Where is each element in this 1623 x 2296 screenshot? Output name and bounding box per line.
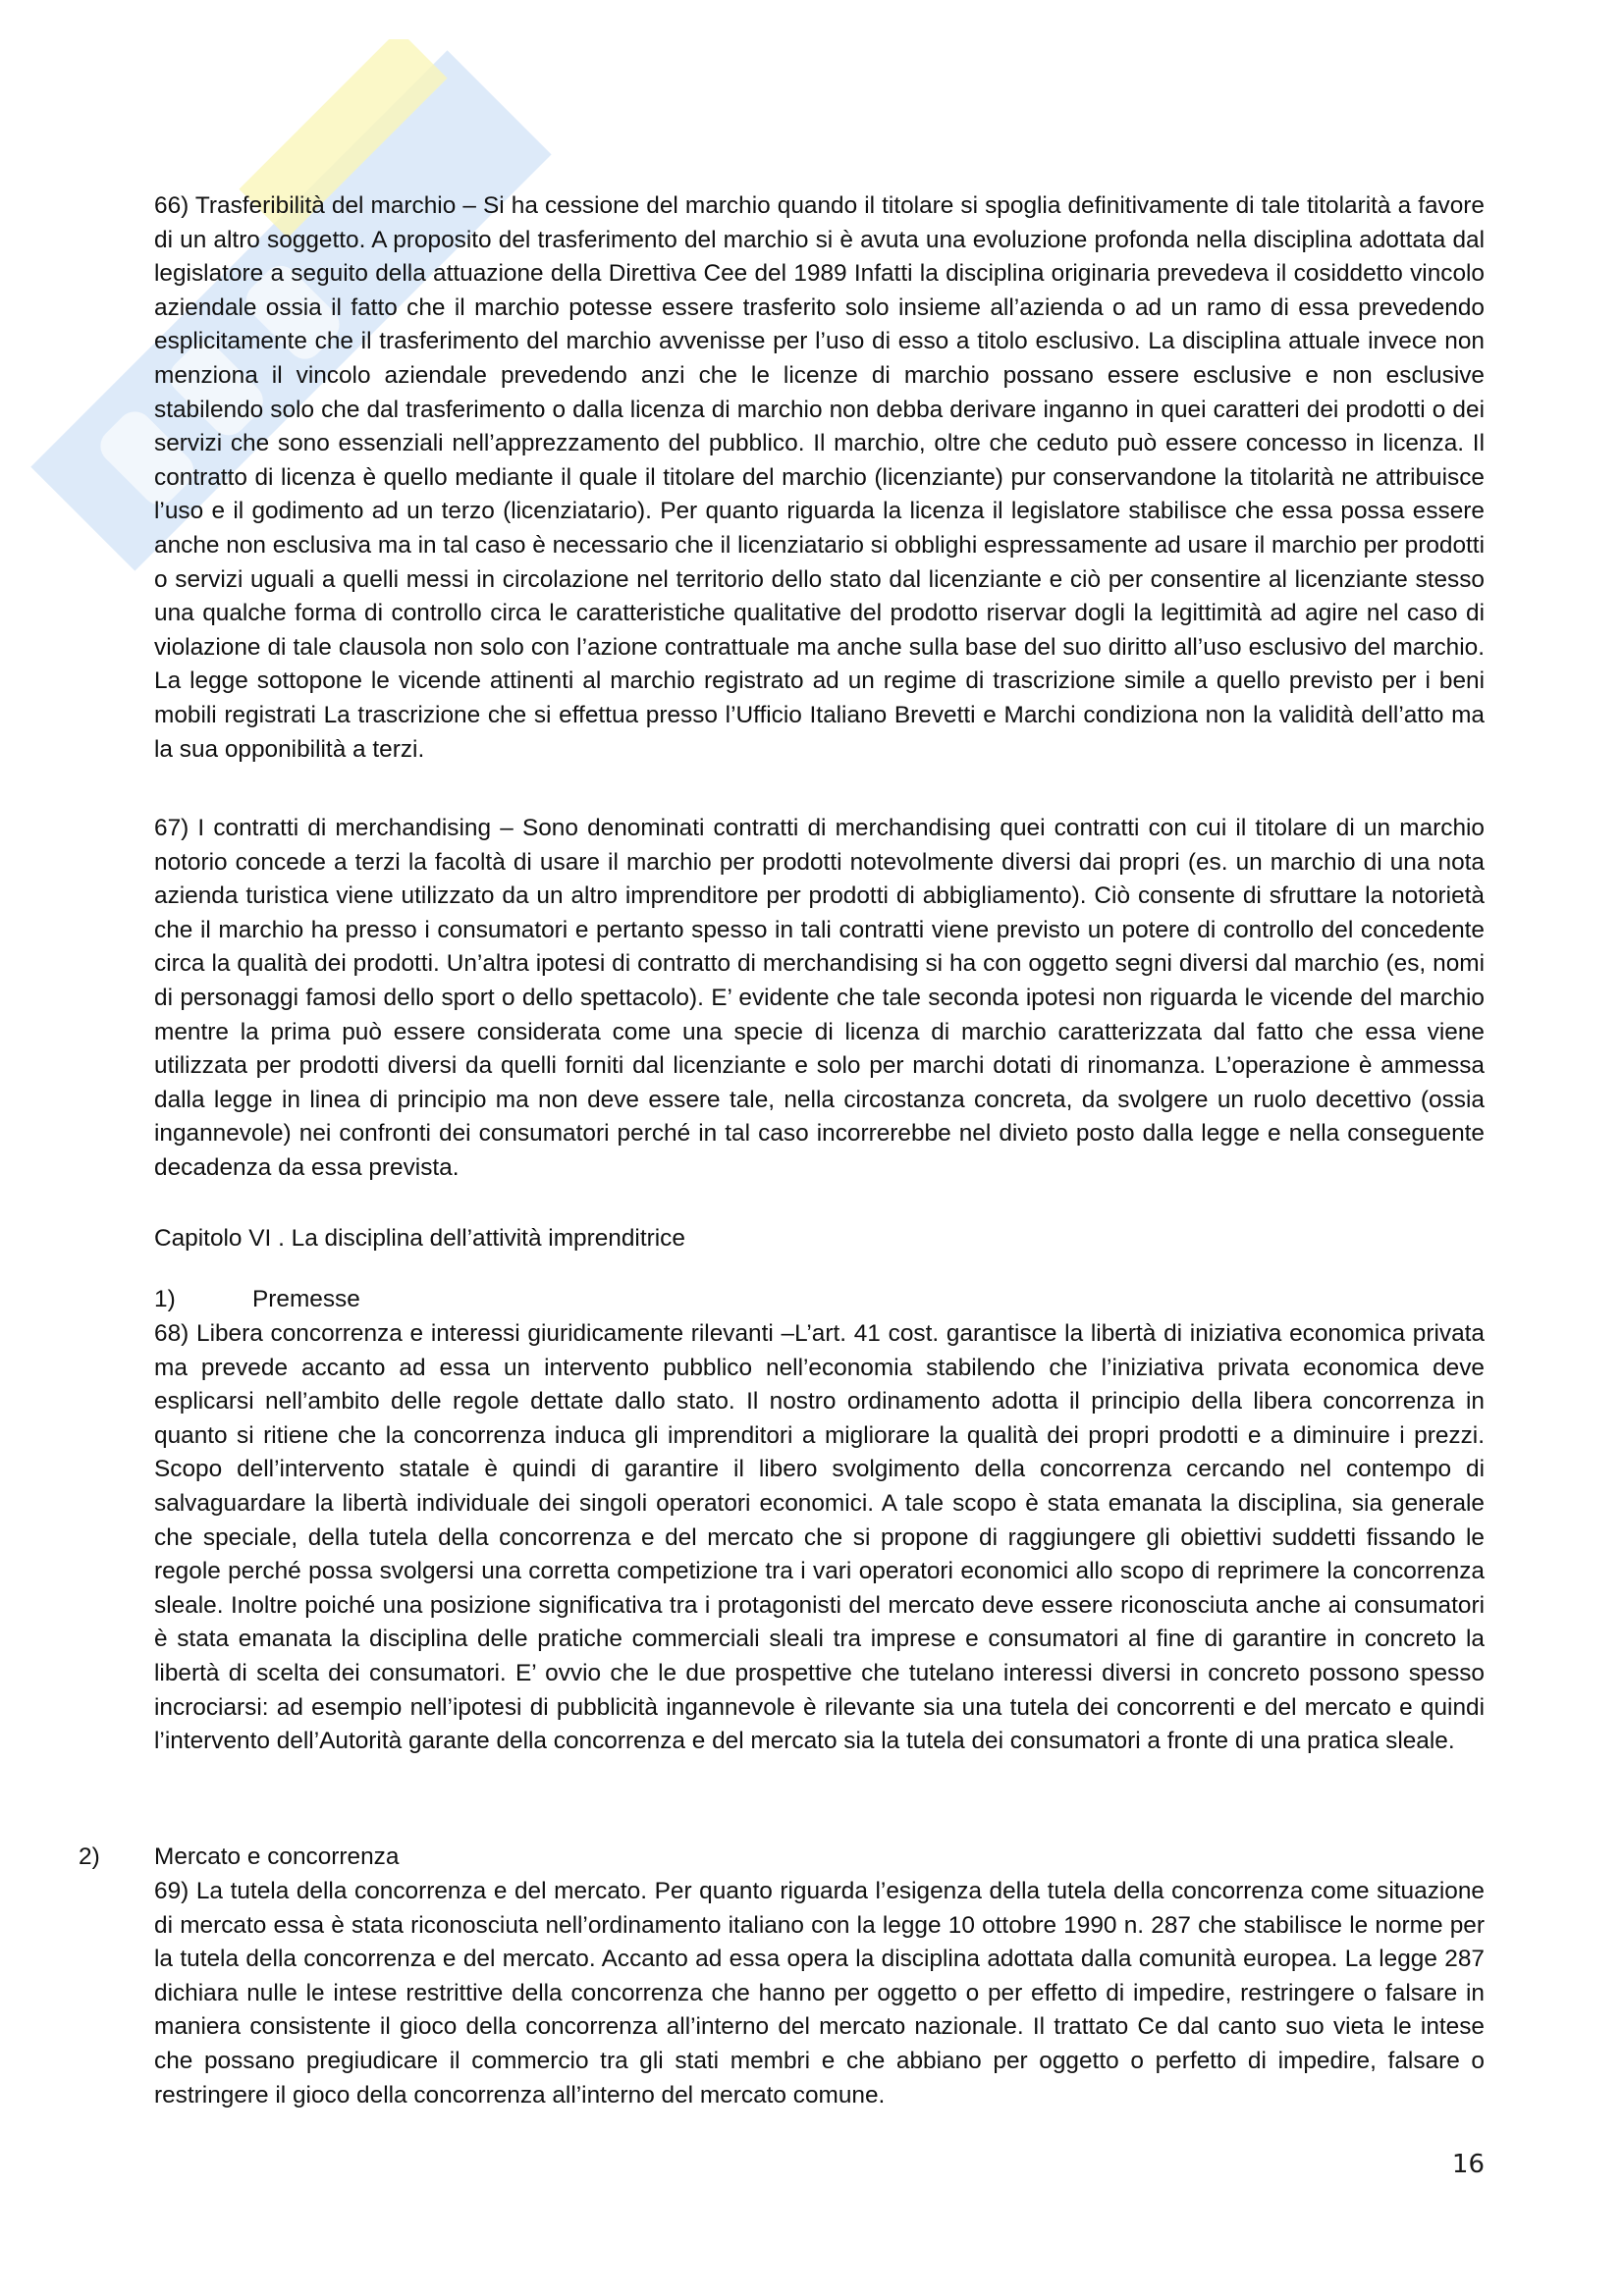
page-number: 16 bbox=[1451, 2150, 1485, 2179]
section-1-heading bbox=[154, 1283, 940, 1317]
section-1-title: Premesse bbox=[252, 1286, 360, 1312]
chapter-heading: Capitolo VI . La disciplina dell’attività imprenditrice bbox=[154, 1225, 685, 1252]
section-2-number: 2) bbox=[79, 1843, 100, 1870]
section-2-heading bbox=[79, 1841, 962, 1875]
paragraph-68: 68) Libera concorrenza e interessi giuridicamente rilevanti –L’art. 41 cost. garantisce la libertà di iniziativa economica privata ma prevede accanto ad essa un intervento pubblico nell’economia stabilendo che l’iniziativa privata economica deve esplicarsi nell’ambito delle regole dettate dallo stato. Il nostro ordinamento adotta il principio della libera concorrenza in quanto si ritiene che la concorrenza induca gli imprenditori a migliorare la qualità dei propri prodotti e a diminuire i prezzi. Scopo dell’intervento statale è quindi di garantire il libero svolgimento della concorrenza cercando nel contempo di salvaguardare la libertà individuale dei singoli operatori economici. A tale scopo è stata emanata la disciplina, sia generale che speciale, della tutela della concorrenza e del mercato che si propone di raggiungere gli obiettivi suddetti fissando le regole perché possa svolgersi una corretta competizione tra i vari operatori economici allo scopo di reprimere la concorrenza sleale. Inoltre poiché una posizione significativa tra i protagonisti del mercato deve essere riconosciuta anche ai consumatori è stata emanata la disciplina delle pratiche commerciali sleali tra imprese e consumatori al fine di garantire in concreto la libertà di scelta dei consumatori. E’ ovvio che le due prospettive che tutelano interessi diversi in concreto possono spesso incrociarsi: ad esempio nell’ipotesi di pubblicità ingannevole è rilevante sia una tutela dei concorrenti e del mercato e quindi l’intervento dell’Autorità garante della concorrenza e del mercato sia la tutela dei consumatori a fronte di una pratica sleale. bbox=[154, 1320, 1485, 1755]
section-2-title: Mercato e concorrenza bbox=[154, 1843, 400, 1870]
paragraph-67: 67) I contratti di merchandising – Sono denominati contratti di merchandising quei contratti con cui il titolare di un marchio notorio concede a terzi la facoltà di usare il marchio per prodotti notevolmente diversi dai propri (es. un marchio di una nota azienda turistica viene utilizzato da un altro imprenditore per prodotti di abbigliamento). Ciò consente di sfruttare la notorietà che il marchio ha presso i consumatori e pertanto spesso in tali contratti viene previsto un potere di controllo del concedente circa la qualità dei prodotti. Un’altra ipotesi di contratto di merchandising si ha con oggetto segni diversi dal marchio (es, nomi di personaggi famosi dello sport o dello spettacolo). E’ evidente che tale seconda ipotesi non riguarda le vicende del marchio mentre la prima può essere considerata come una specie di licenza di marchio caratterizzata dal fatto che essa viene utilizzata per prodotti diversi da quelli forniti dal licenziante e solo per marchi dotati di rinomanza. L’operazione è ammessa dalla legge in linea di principio ma non deve essere tale, nella circostanza concreta, da svolgere un ruolo decettivo (ossia ingannevole) nei confronti dei consumatori perché in tal caso incorrerebbe nel divieto posto dalla legge e nella conseguente decadenza da essa prevista. bbox=[154, 815, 1485, 1181]
section-1-number: 1) bbox=[154, 1286, 176, 1312]
paragraph-69: 69) La tutela della concorrenza e del mercato. Per quanto riguarda l’esigenza della tutela della concorrenza come situazione di mercato essa è stata riconosciuta nell’ordinamento italiano con la legge 10 ottobre 1990 n. 287 che stabilisce le norme per la tutela della concorrenza e del mercato. Accanto ad essa opera la disciplina adottata dalla comunità europea. La legge 287 dichiara nulle le intese restrittive della concorrenza che hanno per oggetto o per effetto di impedire, restringere o falsare in maniera consistente il gioco della concorrenza all’interno del mercato nazionale. Il trattato Ce dal canto suo vieta le intese che possano pregiudicare il commercio tra gli stati membri e che abbiano per oggetto o perfetto di impedire, falsare o restringere il gioco della concorrenza all’interno del mercato comune. bbox=[154, 1878, 1485, 2109]
paragraph-66: 66) Trasferibilità del marchio – Si ha cessione del marchio quando il titolare si spoglia definitivamente di tale titolarità a favore di un altro soggetto. A proposito del trasferimento del marchio si è avuta una evoluzione profonda nella disciplina adottata dal legislatore a seguito della attuazione della Direttiva Cee del 1989 Infatti la disciplina originaria prevedeva il cosiddetto vincolo aziendale ossia il fatto che il marchio potesse essere trasferito solo insieme all’azienda o ad un ramo di essa prevedendo esplicitamente che il trasferimento del marchio avvenisse per l’uso di esso a titolo esclusivo. La disciplina attuale invece non menziona il vincolo aziendale prevedendo anzi che le licenze di marchio possano essere esclusive e non esclusive stabilendo solo che dal trasferimento o dalla licenza di marchio non debba derivare inganno in quei caratteri dei prodotti o dei servizi che sono essenziali nell’apprezzamento del pubblico. Il marchio, oltre che ceduto può essere concesso in licenza. Il contratto di licenza è quello mediante il quale il titolare del marchio (licenziante) pur conservandone la titolarità ne attribuisce l’uso e il godimento ad un terzo (licenziatario). Per quanto riguarda la licenza il legislatore stabilisce che essa possa essere anche non esclusiva ma in tal caso è necessario che il licenziatario si obblighi espressamente ad usare il marchio per prodotti o servizi uguali a quelli messi in circolazione nel territorio dello stato dal licenziante e ciò per consentire al licenziante stesso una qualche forma di controllo circa le caratteristiche qualitative del prodotto riservar dogli la legittimità ad agire nel caso di violazione di tale clausola non solo con l’azione contrattuale ma anche sulla base del suo diritto all’uso esclusivo del marchio. La legge sottopone le vicende attinenti al marchio registrato ad un regime di trascrizione simile a quello previsto per i beni mobili registrati La trascrizione che si effettua presso l’Ufficio Italiano Brevetti e Marchi condiziona non la validità dell’atto ma la sua opponibilità a terzi. bbox=[154, 192, 1485, 763]
